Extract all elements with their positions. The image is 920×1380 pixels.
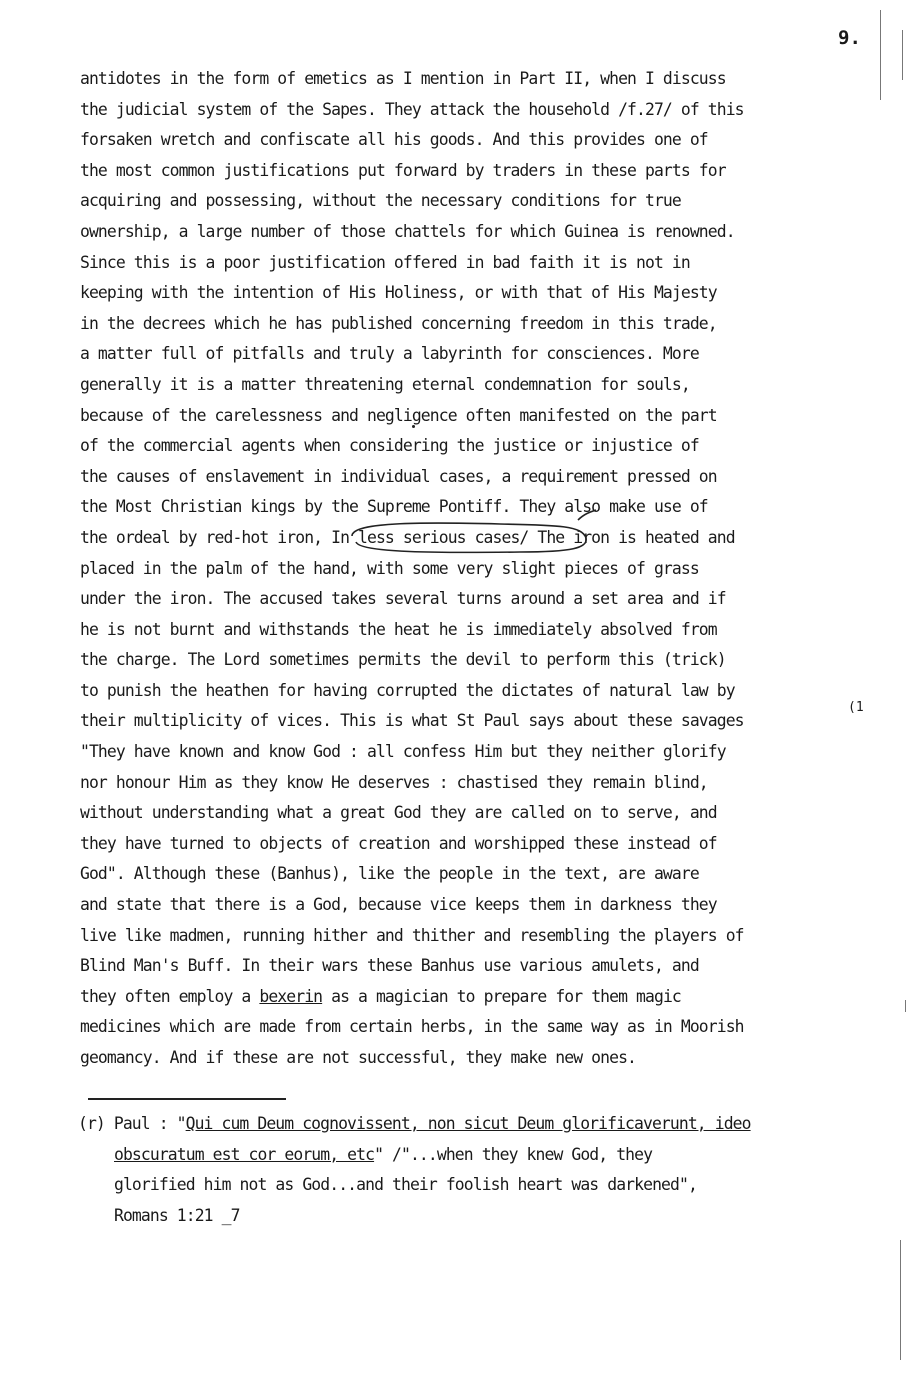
- edge-mark: [905, 1000, 906, 1012]
- footnote-latin: Qui cum Deum cognovissent, non sicut Deum glorificaverunt, ideo: [185, 1114, 751, 1133]
- body-line: acquiring and possessing, without the necessary conditions for true: [80, 191, 681, 211]
- body-line: forsaken wretch and confiscate all his goods. And this provides one of: [80, 130, 708, 150]
- body-line: in the decrees which he has published concerning freedom in this trade,: [80, 313, 717, 333]
- body-text: [80, 64, 870, 1074]
- body-line: generally it is a matter threatening eternal condemnation for souls,: [80, 374, 690, 394]
- footnote-text: " /"...when they knew God, they: [374, 1144, 653, 1164]
- footnote-line: [78, 1109, 878, 1140]
- body-line: under the iron. The accused takes several turns around a set area and if: [80, 589, 726, 609]
- body-line: of the commercial agents when considering the justice or injustice of: [80, 436, 699, 456]
- body-line: he is not burnt and withstands the heat he is immediately absolved from: [80, 619, 717, 639]
- body-line: the charge. The Lord sometimes permits the devil to perform this (trick): [80, 650, 726, 670]
- underlined-term: bexerin: [259, 986, 323, 1006]
- footnote-line: Romans 1:21 _7: [114, 1205, 240, 1225]
- footnote-lead: Paul : ": [113, 1114, 186, 1133]
- body-line: the Most Christian kings by the Supreme Pontiff. They also make use of: [80, 497, 708, 517]
- footnote-marker: (r): [78, 1114, 105, 1133]
- body-line: Blind Man's Buff. In their wars these Banhus use various amulets, and: [80, 956, 699, 976]
- edge-mark: [880, 10, 881, 100]
- footnote-latin: obscuratum est cor eorum, etc: [114, 1144, 375, 1164]
- margin-note: (1: [848, 700, 864, 715]
- body-line: geomancy. And if these are not successful, they make new ones.: [80, 1048, 637, 1067]
- body-line: the ordeal by red-hot iron, In less serious cases/ The iron is heated and: [80, 527, 735, 547]
- body-line: Since this is a poor justification offered in bad faith it is not in: [80, 252, 690, 272]
- body-line: "They have known and know God : all confess Him but they neither glorify: [80, 742, 726, 762]
- edge-mark: [900, 1240, 901, 1360]
- body-line: nor honour Him as they know He deserves : chastised they remain blind,: [80, 772, 708, 792]
- body-line: to punish the heathen for having corrupted the dictates of natural law by: [80, 680, 735, 700]
- body-line: medicines which are made from certain herbs, in the same way as in Moorish: [80, 1017, 744, 1037]
- body-line: their multiplicity of vices. This is what St Paul says about these savages: [80, 711, 744, 731]
- edge-mark: [902, 30, 903, 80]
- body-line: without understanding what a great God they are called on to serve, and: [80, 803, 717, 823]
- body-line: God". Although these (Banhus), like the people in the text, are aware: [80, 864, 699, 884]
- body-line: placed in the palm of the hand, with some very slight pieces of grass: [80, 558, 699, 578]
- body-line: a matter full of pitfalls and truly a labyrinth for consciences. More: [80, 344, 699, 364]
- body-line: the judicial system of the Sapes. They attack the household /f.27/ of this: [80, 99, 744, 119]
- body-line: because of the carelessness and negligence often manifested on the part: [80, 405, 717, 425]
- body-line: the most common justifications put forward by traders in these parts for: [80, 160, 726, 180]
- body-line: keeping with the intention of His Holiness, or with that of His Majesty: [80, 283, 717, 303]
- body-line: they have turned to objects of creation and worshipped these instead of: [80, 833, 717, 853]
- stray-dot: [412, 425, 415, 428]
- body-line: and state that there is a God, because vice keeps them in darkness they: [80, 895, 717, 915]
- page-number: 9.: [838, 27, 861, 49]
- body-line: the causes of enslavement in individual cases, a requirement pressed on: [80, 466, 717, 486]
- footnote-line: [78, 1140, 878, 1171]
- footnote-separator: [88, 1098, 286, 1100]
- footnote: [78, 1109, 878, 1231]
- body-line: they often employ a bexerin as a magician to prepare for them magic: [80, 986, 681, 1006]
- footnote-line: glorified him not as God...and their foolish heart was darkened",: [114, 1175, 697, 1195]
- body-line: live like madmen, running hither and thither and resembling the players of: [80, 925, 744, 945]
- body-line: ownership, a large number of those chattels for which Guinea is renowned.: [80, 221, 735, 241]
- body-line: antidotes in the form of emetics as I mention in Part II, when I discuss: [80, 69, 726, 88]
